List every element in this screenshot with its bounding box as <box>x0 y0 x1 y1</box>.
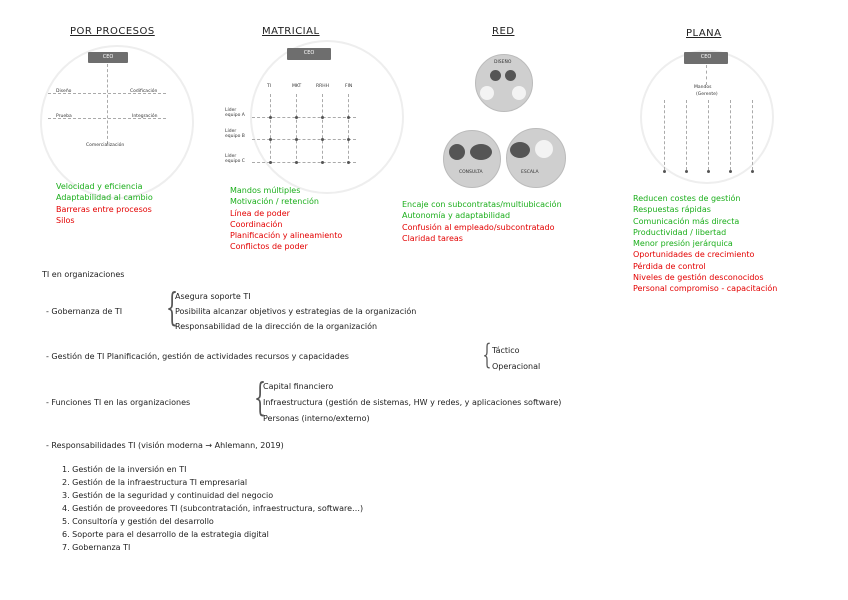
procesos-point-3: Barreras entre procesos <box>56 204 152 214</box>
list-item: 7. Gobernanza TI <box>62 543 131 552</box>
gobernanza-item-3: Responsabilidad de la dirección de la organización <box>175 322 378 331</box>
matricial-v-3 <box>322 94 323 164</box>
red-left-circle <box>443 130 501 188</box>
funciones-label: - Funciones TI en las organizaciones <box>46 398 191 407</box>
plana-point-1: Reducen costes de gestión <box>633 194 741 203</box>
procesos-node-prueba: Prueba <box>56 114 72 119</box>
plana-leaf <box>751 170 754 173</box>
matricial-cell <box>321 116 324 119</box>
matricial-row-a: Líder equipo A <box>225 108 245 118</box>
matricial-point-3: Línea de poder <box>230 208 290 218</box>
plana-leaf <box>663 170 666 173</box>
procesos-watermark <box>40 45 194 199</box>
plana-leaf <box>707 170 710 173</box>
matricial-v-2 <box>296 94 297 164</box>
plana-point-7: Pérdida de control <box>633 261 706 271</box>
matricial-point-1: Mandos múltiples <box>230 186 301 195</box>
red-right-node <box>535 140 553 158</box>
gobernanza-item-1: Asegura soporte TI <box>175 292 251 301</box>
procesos-ceo-box: CEO <box>88 52 128 63</box>
matricial-point-5: Planificación y alineamiento <box>230 231 343 241</box>
plana-sub-label-1: Mandos <box>694 85 712 90</box>
red-left-node <box>449 144 465 160</box>
matricial-cell <box>295 161 298 164</box>
red-point-1: Encaje con subcontratas/multiubicación <box>402 200 562 209</box>
matricial-cell <box>295 116 298 119</box>
matricial-col-rrhh: RRHH <box>316 84 330 89</box>
plana-watermark <box>640 50 774 184</box>
matricial-h-2 <box>252 139 356 140</box>
plana-v-4 <box>730 100 731 170</box>
matricial-col-mkt: MKT <box>292 84 302 89</box>
matricial-h-3 <box>252 162 356 163</box>
matricial-row-c: Líder equipo C <box>225 154 245 164</box>
matricial-point-6: Conflictos de poder <box>230 242 308 252</box>
responsabilidades-list <box>62 463 363 554</box>
red-points <box>402 199 562 244</box>
matricial-cell <box>321 138 324 141</box>
plana-leaf <box>729 170 732 173</box>
matricial-ceo-box: CEO <box>287 48 331 60</box>
plana-v-1 <box>664 100 665 170</box>
ti-heading: TI en organizaciones <box>42 270 125 279</box>
procesos-title: POR PROCESOS <box>70 26 155 37</box>
funciones-brace: { <box>254 375 267 419</box>
funciones-item-3: Personas (interno/externo) <box>263 414 370 423</box>
list-item: 2. Gestión de la infraestructura TI empresarial <box>62 478 248 487</box>
procesos-points <box>56 181 153 226</box>
funciones-item-1: Capital financiero <box>263 382 334 391</box>
procesos-point-4: Silos <box>56 215 75 225</box>
matricial-cell <box>347 138 350 141</box>
red-left-node <box>470 144 492 160</box>
procesos-point-2: Adaptabilidad al cambio <box>56 193 153 203</box>
gestion-brace: { <box>482 338 492 371</box>
funciones-item-2: Infraestructura (gestión de sistemas, HW y redes, y aplicaciones software) <box>263 398 562 407</box>
red-point-4: Claridad tareas <box>402 233 463 243</box>
matricial-cell <box>347 116 350 119</box>
plana-points <box>633 193 777 295</box>
plana-vline <box>706 65 707 85</box>
matricial-cell <box>347 161 350 164</box>
matricial-point-2: Motivación / retención <box>230 197 319 207</box>
red-right-circle <box>506 128 566 188</box>
plana-point-6: Oportunidades de crecimiento <box>633 250 755 260</box>
plana-point-3: Comunicación más directa <box>633 216 740 226</box>
red-left-label: CONSULTA <box>459 170 483 175</box>
red-right-node <box>510 142 530 158</box>
plana-leaf <box>685 170 688 173</box>
plana-v-5 <box>752 100 753 170</box>
procesos-vline <box>107 64 108 144</box>
matricial-cell <box>295 138 298 141</box>
list-item: 1. Gestión de la inversión en TI <box>62 465 187 474</box>
matricial-row-b: Líder equipo B <box>225 129 245 139</box>
matricial-point-4: Coordinación <box>230 219 283 229</box>
matricial-cell <box>269 161 272 164</box>
red-title: RED <box>492 26 515 37</box>
plana-title: PLANA <box>686 28 722 39</box>
matricial-v-4 <box>348 94 349 164</box>
gobernanza-item-2: Posibilita alcanzar objetivos y estrategias de la organización <box>175 307 417 316</box>
matricial-title: MATRICIAL <box>262 26 320 37</box>
procesos-point-1: Velocidad y eficiencia <box>56 182 143 191</box>
list-item: 3. Gestión de la seguridad y continuidad del negocio <box>62 491 274 500</box>
responsabilidades-label: - Responsabilidades TI (visión moderna → Ahlemann, 2019) <box>46 441 284 450</box>
procesos-node-comercializacion: Comercialización <box>86 143 125 148</box>
gestion-label: - Gestión de TI Planificación, gestión de actividades recursos y capacidades <box>46 352 349 361</box>
matricial-cell <box>269 116 272 119</box>
red-point-3: Confusión al empleado/subcontratado <box>402 222 555 232</box>
plana-sub-label-2: (Gerente) <box>696 92 718 97</box>
plana-point-5: Menor presión jerárquica <box>633 239 733 249</box>
red-top-node <box>512 86 526 100</box>
matricial-h-1 <box>252 117 356 118</box>
gobernanza-brace: { <box>166 285 179 329</box>
plana-point-4: Productividad / libertad <box>633 227 727 237</box>
matricial-col-ti: TI <box>267 84 272 89</box>
gestion-item-2: Operacional <box>492 362 541 371</box>
plana-point-8: Niveles de gestión desconocidos <box>633 273 764 283</box>
matricial-cell <box>269 138 272 141</box>
list-item: 4. Gestión de proveedores TI (subcontratación, infraestructura, software…) <box>62 504 364 513</box>
plana-v-3 <box>708 100 709 170</box>
procesos-node-diseno: Diseño <box>56 89 72 94</box>
plana-point-2: Respuestas rápidas <box>633 205 711 215</box>
matricial-cell <box>321 161 324 164</box>
matricial-points <box>230 185 342 253</box>
procesos-node-integracion: Integración <box>132 114 158 119</box>
list-item: 5. Consultoría y gestión del desarrollo <box>62 517 214 526</box>
matricial-v-1 <box>270 94 271 164</box>
plana-v-2 <box>686 100 687 170</box>
matricial-col-fin: FIN <box>345 84 353 89</box>
red-top-node <box>505 70 516 81</box>
gestion-item-1: Táctico <box>492 346 520 355</box>
red-top-label: DISEÑO <box>494 60 512 65</box>
plana-point-9: Personal compromiso - capacitación <box>633 284 778 294</box>
procesos-node-codificacion: Codificación <box>130 89 158 94</box>
red-top-node <box>490 70 501 81</box>
red-right-label: ESCALA <box>521 170 539 175</box>
red-point-2: Autonomía y adaptabilidad <box>402 211 511 221</box>
red-top-node <box>480 86 494 100</box>
list-item: 6. Soporte para el desarrollo de la estrategia digital <box>62 530 269 539</box>
plana-ceo-box: CEO <box>684 52 728 64</box>
gobernanza-label: - Gobernanza de TI <box>46 307 123 316</box>
